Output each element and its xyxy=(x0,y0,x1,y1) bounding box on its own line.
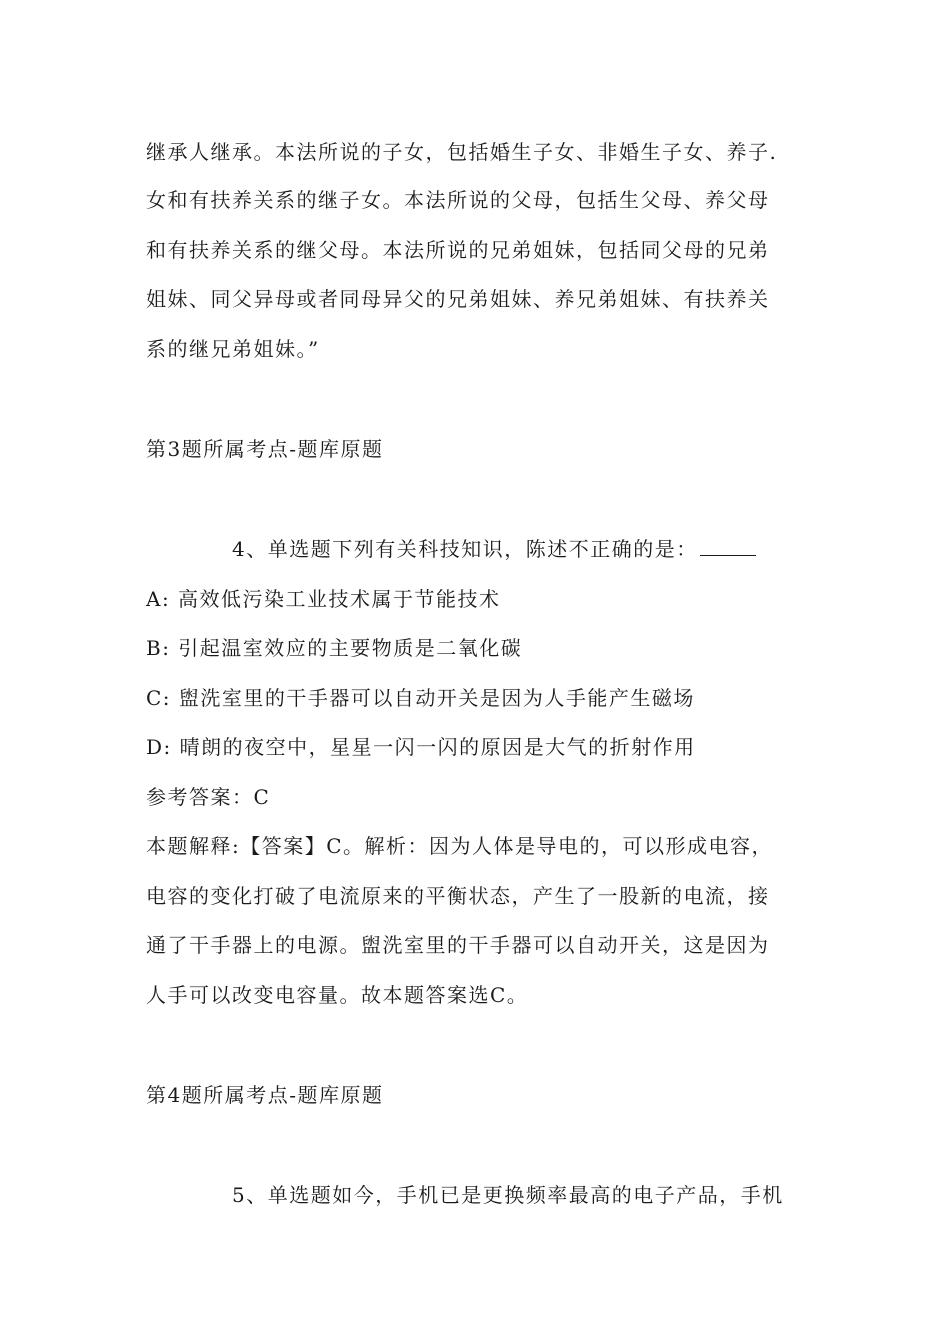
q4-topic-label: 第4题所属考点-题库原题 xyxy=(146,1083,384,1107)
question-4-stem: 4、单选题下列有关科技知识，陈述不正确的是： xyxy=(232,537,698,561)
option-b: B: 引起温室效应的主要物质是二氧化碳 xyxy=(146,636,523,660)
option-a: A: 高效低污染工业技术属于节能技术 xyxy=(146,587,501,611)
q3-topic-label: 第3题所属考点-题库原题 xyxy=(146,437,384,461)
option-d: D: 晴朗的夜空中，星星一闪一闪的原因是大气的折射作用 xyxy=(146,735,696,759)
intro-line-3: 和有扶养关系的继父母。本法所说的兄弟姐妹，包括同父母的兄弟 xyxy=(146,238,770,262)
explanation-line-3: 通了干手器上的电源。盥洗室里的干手器可以自动开关，这是因为 xyxy=(146,933,770,957)
answer-blank xyxy=(700,537,756,556)
question-4-stem-line xyxy=(232,536,756,562)
intro-line-1: 继承人继承。本法所说的子女，包括婚生子女、非婚生子女、养子. xyxy=(146,140,778,164)
option-c: C: 盥洗室里的干手器可以自动开关是因为人手能产生磁场 xyxy=(146,686,695,710)
reference-answer: 参考答案：C xyxy=(146,785,271,809)
intro-line-4: 姐妹、同父异母或者同母异父的兄弟姐妹、养兄弟姐妹、有扶养关 xyxy=(146,287,770,311)
explanation-line-1: 本题解释:【答案】C。解析：因为人体是导电的，可以形成电容， xyxy=(146,834,774,858)
explanation-line-4: 人手可以改变电容量。故本题答案选C。 xyxy=(146,983,529,1007)
intro-line-5: 系的继兄弟姐妹。” xyxy=(146,337,320,361)
explanation-line-2: 电容的变化打破了电流原来的平衡状态，产生了一股新的电流，接 xyxy=(146,884,770,908)
intro-line-2: 女和有扶养关系的继子女。本法所说的父母，包括生父母、养父母 xyxy=(146,188,770,212)
question-5-stem: 5、单选题如今，手机已是更换频率最高的电子产品，手机 xyxy=(232,1183,784,1207)
